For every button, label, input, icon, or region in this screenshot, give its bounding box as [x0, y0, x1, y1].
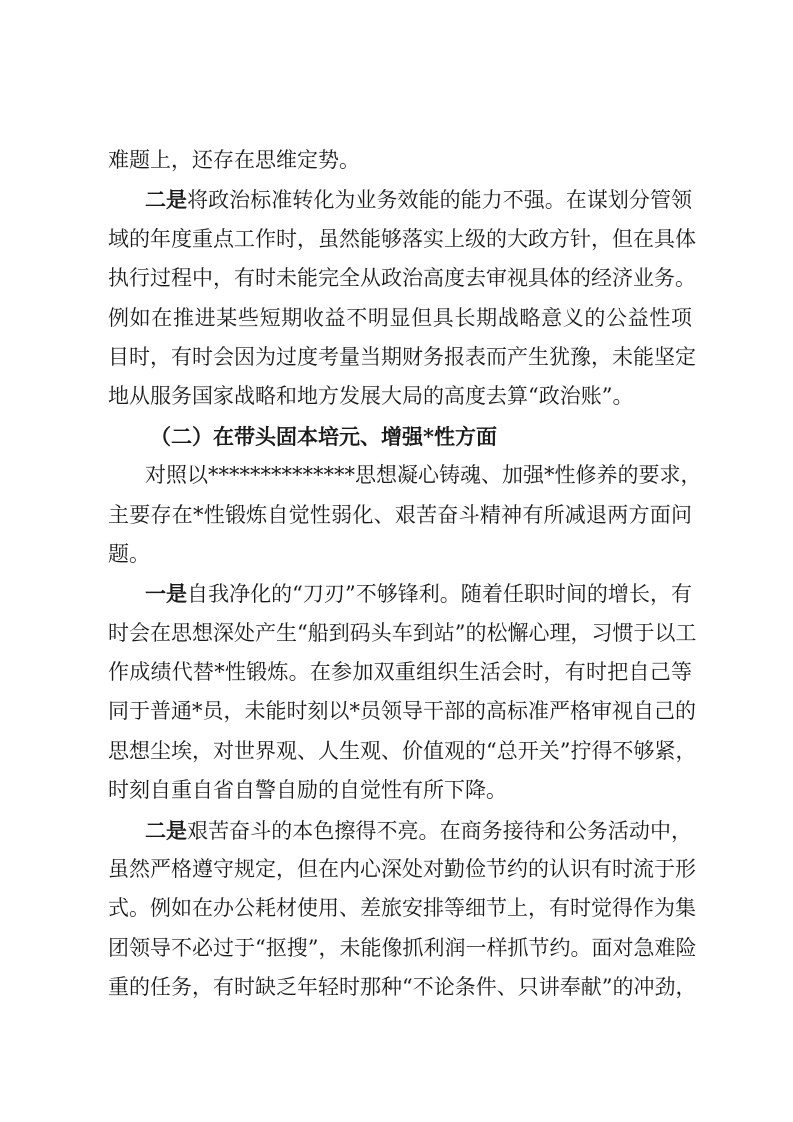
paragraph: [108, 180, 696, 416]
line-text: 作成绩代替*性锻炼。在参加双重组织生活会时，有时把自己等: [108, 660, 692, 685]
text-line: [108, 811, 692, 850]
line-text: 重的任务，有时缺乏年轻时那种“不论条件、只讲奉献”的冲劲，: [108, 975, 697, 1000]
line-text: 难题上，还存在思维定势。: [108, 148, 360, 172]
line-text: 时会在思想深处产生“船到码头车到站”的松懈心理，习惯于以工: [108, 620, 697, 645]
paragraph-lead: 二是: [145, 187, 188, 213]
section-heading: [108, 417, 692, 456]
paragraph-lead: 二是: [145, 817, 188, 843]
line-text: 主要存在*性锻炼自觉性弱化、艰苦奋斗精神有所减退两方面问: [108, 502, 692, 527]
text-line: [108, 771, 692, 810]
line-text: 艰苦奋斗的本色擦得不亮。在商务接待和公务活动中，: [187, 818, 693, 843]
line-text: 同于普通*员，未能时刻以*员领导干部的高标准严格审视自己的: [108, 699, 696, 724]
line-text: 将政治标准转化为业务效能的能力不强。在谋划分管领: [187, 188, 693, 213]
line-text: 执行过程中，有时未能完全从政治高度去审视具体的经济业务。: [108, 266, 696, 291]
line-text: 式。例如在办公耗材使用、差旅安排等细节上，有时觉得作为集: [108, 896, 696, 921]
text-line: [108, 338, 696, 377]
text-line: [108, 377, 692, 416]
line-text: 目时，有时会因为过度考量当期财务报表而产生犹豫，未能坚定: [108, 344, 696, 369]
text-line: [108, 968, 697, 1007]
text-line: [108, 180, 692, 219]
line-text: 虽然严格遵守规定，但在内心深处对勤俭节约的认识有时流于形: [108, 857, 696, 882]
line-text: 时刻自重自省自警自励的自觉性有所下降。: [108, 778, 507, 803]
text-line: [108, 732, 697, 771]
line-text: 对照以**************思想凝心铸魂、加强*性修养的要求，: [145, 463, 702, 488]
line-text: 域的年度重点工作时，虽然能够落实上级的大政方针，但在具体: [108, 226, 696, 251]
text-line: [108, 299, 692, 338]
paragraph-lead: 一是: [145, 581, 188, 607]
line-text: 团领导不必过于“抠搜”，未能像抓利润一样抓节约。面对急难险: [108, 935, 697, 960]
text-line: [108, 456, 702, 495]
paragraph: [108, 456, 702, 574]
paragraph: [108, 811, 697, 1008]
text-line: [108, 653, 692, 692]
text-line: [108, 574, 692, 613]
text-line: [108, 614, 697, 653]
text-line: [108, 259, 696, 298]
text-line: [108, 929, 697, 968]
text-line: [108, 535, 692, 574]
text-line: [108, 850, 696, 889]
heading-text: （二）在带头固本培元、增强*性方面: [150, 423, 497, 449]
text-line: [108, 889, 696, 928]
line-text: 例如在推进某些短期收益不明显但具长期战略意义的公益性项: [108, 305, 692, 330]
text-line: [108, 692, 696, 731]
paragraph: [108, 574, 697, 810]
line-text: 自我净化的“刀刃”不够锋利。随着任职时间的增长，有: [187, 582, 692, 607]
line-text: 题。: [108, 541, 150, 566]
line-text: 思想尘埃，对世界观、人生观、价值观的“总开关”拧得不够紧，: [108, 738, 697, 763]
text-line: [108, 496, 692, 535]
paragraph: [108, 141, 692, 180]
line-text: 地从服务国家战略和地方发展大局的高度去算“政治账”。: [108, 384, 634, 409]
text-line: [108, 220, 696, 259]
document-page: [108, 141, 702, 1008]
text-line: [108, 141, 692, 180]
